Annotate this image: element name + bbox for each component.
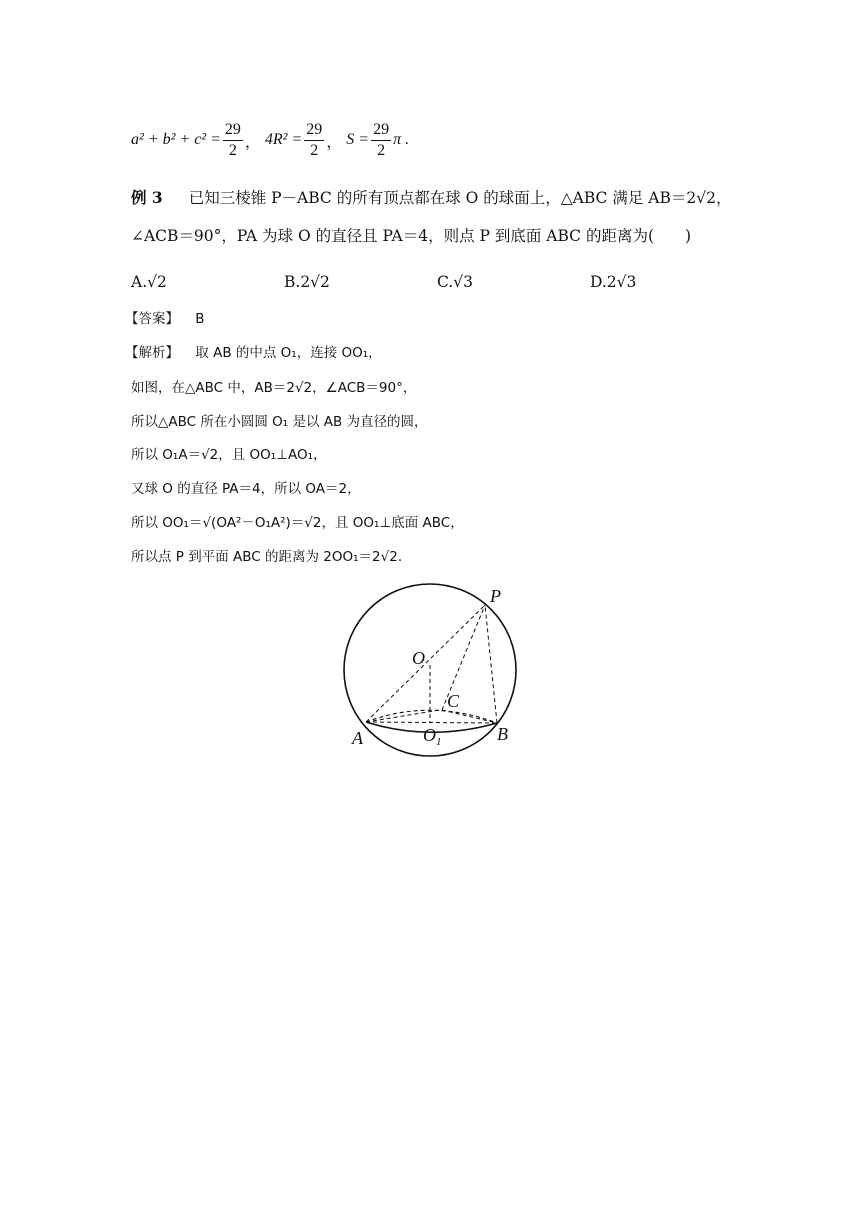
label-B: B xyxy=(497,724,508,744)
example-line-1 xyxy=(131,186,731,208)
example-text-1: 已知三棱锥 P－ABC 的所有顶点都在球 O 的球面上，△ABC 满足 AB＝2√2， xyxy=(188,189,732,207)
base-circle-back xyxy=(366,710,497,723)
segment-CB xyxy=(442,710,497,723)
option-a: A.√2 xyxy=(131,273,167,291)
example-label: 例 3 xyxy=(131,188,163,207)
fraction-29-2-c: $\frac{29}{2}$ xyxy=(373,120,390,159)
answer-tag: 【答案】 xyxy=(125,311,179,327)
solution-line-6: 所以点 P 到平面 ABC 的距离为 2OO₁＝2√2. xyxy=(131,549,403,565)
option-c: C.√3 xyxy=(437,273,473,291)
solution-line-4: 又球 O 的直径 PA＝4，所以 OA＝2， xyxy=(131,481,361,497)
example-text-2: ∠ACB＝90°，PA 为球 O 的直径且 PA＝4，则点 P 到底面 ABC 的距离为( ) xyxy=(131,227,692,245)
answer-value: B xyxy=(195,311,205,327)
answer-line xyxy=(125,307,205,327)
prev-result-lhs2: 4R² = xyxy=(264,131,303,148)
segment-AB xyxy=(366,722,497,723)
solution-line-0 xyxy=(125,341,382,361)
solution-line-5: 所以 OO₁＝√(OA²－O₁A²)＝√2，且 OO₁⊥底面 ABC， xyxy=(131,515,464,531)
option-b: B.2√2 xyxy=(284,273,330,291)
prev-result-line: a² + b² + c² = $\frac{29}{2}$ ， 4R² = $\frac{29}{2}$ ， S = $\frac{29}{2}$ π . xyxy=(131,120,410,159)
label-O: O xyxy=(412,648,425,668)
solution-tag: 【解析】 xyxy=(125,345,179,361)
label-P: P xyxy=(490,586,501,606)
solution-line-2: 所以△ABC 所在小圆圆 O₁ 是以 AB 为直径的圆， xyxy=(131,414,428,430)
solution-text-0: 取 AB 的中点 O₁，连接 OO₁， xyxy=(195,345,382,361)
label-C: C xyxy=(447,691,460,711)
solution-line-1: 如图，在△ABC 中，AB＝2√2，∠ACB＝90°， xyxy=(131,380,417,396)
sphere-figure xyxy=(330,580,530,765)
label-O1-sub: 1 xyxy=(436,736,442,748)
label-O1 xyxy=(423,725,442,748)
fraction-29-2-a: $\frac{29}{2}$ xyxy=(224,120,241,159)
prev-result-pi: π . xyxy=(393,131,410,148)
example-line-2 xyxy=(131,224,691,246)
solution-line-3: 所以 O₁A＝√2，且 OO₁⊥AO₁， xyxy=(131,447,327,463)
label-A: A xyxy=(352,728,363,748)
segment-AP xyxy=(366,605,485,722)
prev-result-lhs3: S = xyxy=(346,131,370,148)
fraction-29-2-b: $\frac{29}{2}$ xyxy=(306,120,323,159)
label-O1-main: O xyxy=(423,725,436,745)
segment-BP xyxy=(485,605,497,723)
option-d: D.2√3 xyxy=(590,273,637,291)
prev-result-lhs1: a² + b² + c² = xyxy=(131,131,221,148)
